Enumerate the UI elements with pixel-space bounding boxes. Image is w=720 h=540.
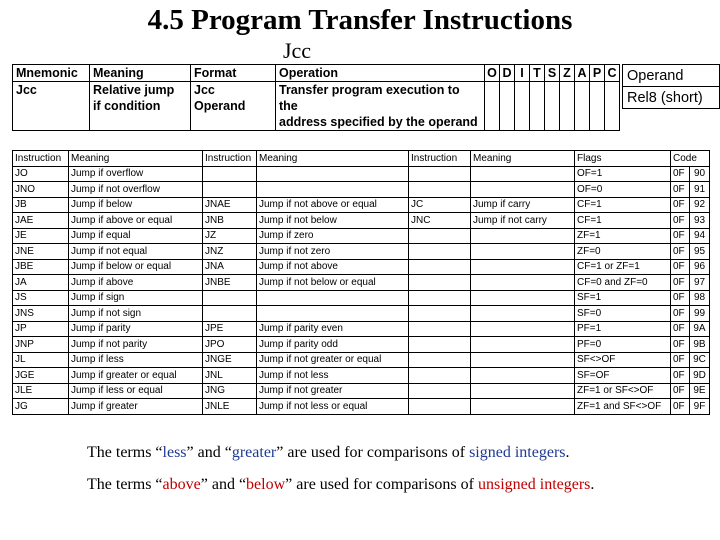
note-text: . (565, 444, 570, 461)
flag-header-d: D (500, 65, 515, 82)
instruction-cell: JNO (13, 182, 69, 198)
meaning-cell: Jump if not sign (69, 306, 203, 322)
code-prefix-cell: 0F (671, 290, 690, 306)
code-byte-cell: 96 (690, 259, 710, 275)
code-prefix-cell: 0F (671, 228, 690, 244)
instruction-cell: JP (13, 321, 69, 337)
term-below: below (246, 476, 286, 493)
code-byte-cell: 9D (690, 368, 710, 384)
alt2-instruction-cell: JNC (409, 213, 471, 229)
note-text: . (590, 476, 595, 493)
format-line-2: Operand (194, 99, 246, 113)
alt-meaning-cell: Jump if not zero (257, 244, 409, 260)
flag-header-p: P (590, 65, 605, 82)
table-row (13, 290, 710, 306)
meaning-line-2: if condition (93, 99, 161, 113)
note-text: ” and “ (200, 476, 247, 493)
table-row (13, 275, 710, 291)
table-row (13, 337, 710, 353)
alt-meaning-cell: Jump if parity even (257, 321, 409, 337)
jcc-format-table (12, 64, 620, 131)
instruction-cell: JAE (13, 213, 69, 229)
meaning-cell: Jump if below or equal (69, 259, 203, 275)
meaning-cell: Jump if below (69, 197, 203, 213)
code-byte-cell: 9C (690, 352, 710, 368)
code-prefix-cell: 0F (671, 259, 690, 275)
meaning-cell: Jump if parity (69, 321, 203, 337)
code-byte-cell: 95 (690, 244, 710, 260)
alt2-instruction-cell (409, 383, 471, 399)
alt-meaning-cell: Jump if parity odd (257, 337, 409, 353)
instruction-cell: JNE (13, 244, 69, 260)
flag-cell-a (575, 82, 590, 131)
flag-cell-o (485, 82, 500, 131)
code-byte-cell: 98 (690, 290, 710, 306)
alt-meaning-cell (257, 306, 409, 322)
alt-instruction-cell (203, 182, 257, 198)
flags-cell: CF=0 and ZF=0 (575, 275, 671, 291)
instruction-header: Instruction (203, 151, 257, 167)
alt-instruction-cell: JNGE (203, 352, 257, 368)
flag-cell-d (500, 82, 515, 131)
code-prefix-cell: 0F (671, 321, 690, 337)
term-less: less (162, 444, 187, 461)
meaning-header: Meaning (90, 65, 191, 82)
flags-cell: SF<>OF (575, 352, 671, 368)
meaning-cell: Jump if equal (69, 228, 203, 244)
code-byte-cell: 9E (690, 383, 710, 399)
instruction-cell: JBE (13, 259, 69, 275)
meaning-cell: Jump if not parity (69, 337, 203, 353)
operation-line-2: address specified by the operand (279, 115, 478, 129)
table-row (13, 368, 710, 384)
note-text: ” are used for comparisons of (285, 476, 478, 493)
alt-instruction-cell: JNAE (203, 197, 257, 213)
alt2-meaning-cell (471, 259, 575, 275)
code-byte-cell: 94 (690, 228, 710, 244)
meaning-cell: Jump if greater (69, 399, 203, 415)
flags-cell: OF=0 (575, 182, 671, 198)
alt-meaning-cell: Jump if not below (257, 213, 409, 229)
alt-instruction-cell: JNB (203, 213, 257, 229)
meaning-cell: Jump if not overflow (69, 182, 203, 198)
flag-header-a: A (575, 65, 590, 82)
code-prefix-cell: 0F (671, 352, 690, 368)
code-byte-cell: 9B (690, 337, 710, 353)
page-title: 4.5 Program Transfer Instructions (147, 4, 573, 36)
alt2-meaning-cell (471, 368, 575, 384)
flag-cell-z (560, 82, 575, 131)
flag-header-z: Z (560, 65, 575, 82)
meaning-cell: Jump if above (69, 275, 203, 291)
instruction-cell: JL (13, 352, 69, 368)
instruction-cell: JLE (13, 383, 69, 399)
flag-cell-c (605, 82, 620, 131)
instruction-cell: JNS (13, 306, 69, 322)
alt2-meaning-cell: Jump if carry (471, 197, 575, 213)
term-above: above (162, 476, 201, 493)
meaning-cell: Jump if above or equal (69, 213, 203, 229)
note-text: ” are used for comparisons of (276, 444, 470, 461)
meaning-header: Meaning (471, 151, 575, 167)
instruction-cell: JA (13, 275, 69, 291)
instruction-cell: JS (13, 290, 69, 306)
alt-meaning-cell: Jump if not above or equal (257, 197, 409, 213)
flags-cell: CF=1 or ZF=1 (575, 259, 671, 275)
code-prefix-cell: 0F (671, 213, 690, 229)
instruction-cell: JG (13, 399, 69, 415)
flag-cell-i (515, 82, 530, 131)
alt-meaning-cell (257, 290, 409, 306)
code-prefix-cell: 0F (671, 182, 690, 198)
alt2-meaning-cell (471, 275, 575, 291)
table-row (13, 197, 710, 213)
flags-cell: CF=1 (575, 197, 671, 213)
code-byte-cell: 92 (690, 197, 710, 213)
code-header: Code (671, 151, 710, 167)
alt2-instruction-cell (409, 182, 471, 198)
flags-cell: CF=1 (575, 213, 671, 229)
instruction-cell: JB (13, 197, 69, 213)
alt-meaning-cell (257, 166, 409, 182)
code-prefix-cell: 0F (671, 166, 690, 182)
table-row (13, 244, 710, 260)
alt2-instruction-cell (409, 244, 471, 260)
alt-instruction-cell: JNBE (203, 275, 257, 291)
meaning-cell (90, 82, 191, 131)
flag-header-i: I (515, 65, 530, 82)
signed-note (87, 444, 570, 462)
operation-header: Operation (276, 65, 485, 82)
alt2-instruction-cell (409, 352, 471, 368)
alt-instruction-cell (203, 290, 257, 306)
page-subtitle: Jcc (282, 38, 312, 63)
code-header-row (13, 151, 710, 167)
flags-cell: ZF=1 and SF<>OF (575, 399, 671, 415)
alt2-meaning-cell (471, 182, 575, 198)
alt2-instruction-cell (409, 166, 471, 182)
note-text: The terms “ (87, 476, 163, 493)
flag-header-t: T (530, 65, 545, 82)
flag-header-c: C (605, 65, 620, 82)
table-row (13, 213, 710, 229)
alt-meaning-cell: Jump if not below or equal (257, 275, 409, 291)
operand-value: Rel8 (short) (623, 87, 720, 109)
term-unsigned-integers: unsigned integers (477, 476, 591, 493)
format-cell (191, 82, 276, 131)
meaning-line-1: Relative jump (93, 83, 175, 97)
code-byte-cell: 9F (690, 399, 710, 415)
meaning-cell: Jump if less (69, 352, 203, 368)
note-text: The terms “ (87, 444, 163, 461)
meaning-cell: Jump if less or equal (69, 383, 203, 399)
alt-meaning-cell: Jump if not greater or equal (257, 352, 409, 368)
alt-instruction-cell: JNLE (203, 399, 257, 415)
table-row (13, 228, 710, 244)
code-prefix-cell: 0F (671, 337, 690, 353)
alt-instruction-cell: JPE (203, 321, 257, 337)
alt2-instruction-cell (409, 399, 471, 415)
format-header: Format (191, 65, 276, 82)
operation-line-1: Transfer program execution to the (279, 83, 460, 113)
instruction-cell: JNP (13, 337, 69, 353)
table-row (13, 321, 710, 337)
table-row (13, 306, 710, 322)
format-header-row (13, 65, 620, 82)
meaning-cell: Jump if sign (69, 290, 203, 306)
format-line-1: Jcc (194, 83, 215, 97)
code-prefix-cell: 0F (671, 275, 690, 291)
alt2-meaning-cell (471, 290, 575, 306)
alt-instruction-cell (203, 306, 257, 322)
mnemonic-cell (13, 82, 90, 131)
meaning-header: Meaning (257, 151, 409, 167)
format-data-row (13, 82, 620, 131)
alt-instruction-cell: JNG (203, 383, 257, 399)
table-row (13, 259, 710, 275)
alt-instruction-cell (203, 166, 257, 182)
alt2-meaning-cell: Jump if not carry (471, 213, 575, 229)
code-prefix-cell: 0F (671, 368, 690, 384)
flags-cell: ZF=0 (575, 244, 671, 260)
code-prefix-cell: 0F (671, 197, 690, 213)
flag-cell-p (590, 82, 605, 131)
table-row (13, 383, 710, 399)
flag-header-o: O (485, 65, 500, 82)
alt2-instruction-cell: JC (409, 197, 471, 213)
meaning-cell: Jump if greater or equal (69, 368, 203, 384)
alt2-instruction-cell (409, 306, 471, 322)
table-row (13, 182, 710, 198)
code-prefix-cell: 0F (671, 306, 690, 322)
code-prefix-cell: 0F (671, 244, 690, 260)
alt-instruction-cell: JPO (203, 337, 257, 353)
table-row (13, 399, 710, 415)
term-signed-integers: signed integers (469, 444, 566, 461)
flag-cell-s (545, 82, 560, 131)
alt2-meaning-cell (471, 166, 575, 182)
flags-cell: PF=0 (575, 337, 671, 353)
alt2-meaning-cell (471, 383, 575, 399)
alt-meaning-cell: Jump if not above (257, 259, 409, 275)
code-prefix-cell: 0F (671, 383, 690, 399)
alt-meaning-cell: Jump if not less (257, 368, 409, 384)
instruction-cell: JGE (13, 368, 69, 384)
code-byte-cell: 91 (690, 182, 710, 198)
alt-meaning-cell (257, 182, 409, 198)
alt2-instruction-cell (409, 321, 471, 337)
mnemonic-value: Jcc (16, 83, 37, 97)
term-greater: greater (231, 444, 277, 461)
alt2-meaning-cell (471, 228, 575, 244)
alt2-meaning-cell (471, 352, 575, 368)
operand-table (622, 64, 720, 109)
meaning-cell: Jump if overflow (69, 166, 203, 182)
flags-header: Flags (575, 151, 671, 167)
code-prefix-cell: 0F (671, 399, 690, 415)
alt2-instruction-cell (409, 259, 471, 275)
alt2-instruction-cell (409, 275, 471, 291)
flags-cell: SF=0 (575, 306, 671, 322)
operand-header: Operand (623, 65, 720, 87)
alt-meaning-cell: Jump if zero (257, 228, 409, 244)
alt2-meaning-cell (471, 321, 575, 337)
instruction-cell: JO (13, 166, 69, 182)
meaning-header: Meaning (69, 151, 203, 167)
alt-instruction-cell: JZ (203, 228, 257, 244)
meaning-cell: Jump if not equal (69, 244, 203, 260)
flags-cell: SF=1 (575, 290, 671, 306)
code-byte-cell: 9A (690, 321, 710, 337)
alt-instruction-cell: JNA (203, 259, 257, 275)
flags-cell: SF=OF (575, 368, 671, 384)
code-byte-cell: 90 (690, 166, 710, 182)
table-row (13, 166, 710, 182)
operation-cell (276, 82, 485, 131)
jcc-instruction-table (12, 150, 710, 415)
flag-header-s: S (545, 65, 560, 82)
instruction-header: Instruction (13, 151, 69, 167)
alt-meaning-cell: Jump if not greater (257, 383, 409, 399)
alt2-meaning-cell (471, 399, 575, 415)
instruction-header: Instruction (409, 151, 471, 167)
code-byte-cell: 93 (690, 213, 710, 229)
alt-instruction-cell: JNL (203, 368, 257, 384)
table-row (13, 352, 710, 368)
alt2-instruction-cell (409, 368, 471, 384)
flags-cell: ZF=1 (575, 228, 671, 244)
flag-cell-t (530, 82, 545, 131)
instruction-cell: JE (13, 228, 69, 244)
alt2-meaning-cell (471, 337, 575, 353)
alt2-meaning-cell (471, 244, 575, 260)
code-byte-cell: 99 (690, 306, 710, 322)
alt2-meaning-cell (471, 306, 575, 322)
code-byte-cell: 97 (690, 275, 710, 291)
alt2-instruction-cell (409, 290, 471, 306)
flags-cell: PF=1 (575, 321, 671, 337)
flags-cell: ZF=1 or SF<>OF (575, 383, 671, 399)
mnemonic-header: Mnemonic (13, 65, 90, 82)
flags-cell: OF=1 (575, 166, 671, 182)
alt2-instruction-cell (409, 337, 471, 353)
alt-meaning-cell: Jump if not less or equal (257, 399, 409, 415)
alt2-instruction-cell (409, 228, 471, 244)
note-text: ” and “ (186, 444, 232, 461)
unsigned-note (87, 476, 594, 494)
alt-instruction-cell: JNZ (203, 244, 257, 260)
